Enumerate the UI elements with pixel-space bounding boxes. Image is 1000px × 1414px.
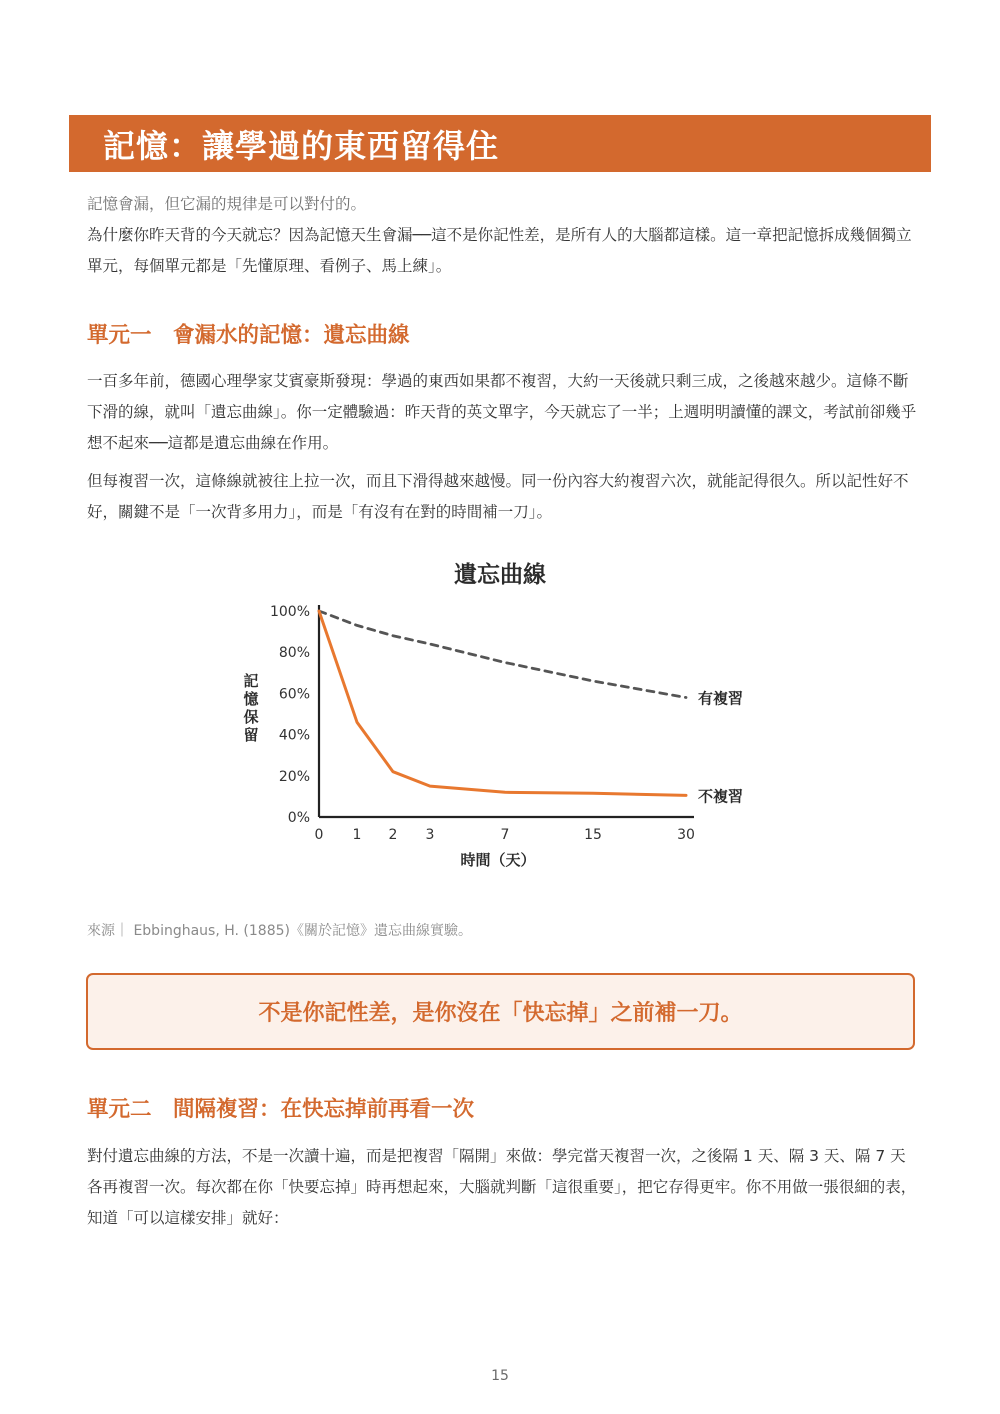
callout-text: 不是你記性差，是你沒在「快忘掉」之前補一刀。 — [258, 1001, 743, 1026]
y-axis-label-char: 保 — [243, 708, 259, 726]
page-number: 15 — [491, 1368, 509, 1384]
x-tick-label: 15 — [584, 827, 602, 843]
chart-svg — [236, 550, 766, 880]
chart-title: 遺忘曲線 — [454, 562, 546, 588]
chapter-title: 記憶：讓學過的東西留得住 — [103, 126, 500, 165]
y-tick-label: 40% — [278, 727, 310, 744]
unit1-paragraph-2: 但每複習一次，這條線就被往上拉一次，而且下滑得越來越慢。同一份內容大約複習六次，就能記得很久。所以記性好不好，關鍵不是「一次背多用力」，而是「有沒有在對的時間補一刀」。 — [87, 472, 909, 521]
y-axis-label-char: 記 — [243, 672, 259, 690]
forgetting-curve-chart — [236, 550, 766, 880]
y-tick-label: 100% — [269, 604, 310, 620]
y-tick-label: 80% — [278, 645, 310, 662]
unit1-heading: 單元一 會漏水的記憶：遺忘曲線 — [87, 323, 410, 348]
x-tick-label: 3 — [425, 827, 435, 843]
y-tick-label: 0% — [287, 810, 310, 826]
series-line-1 — [319, 611, 686, 698]
unit1-paragraph-1: 一百多年前，德國心理學家艾賓豪斯發現：學過的東西如果都不複習，大約一天後就只剩三成，之後越來越少。這條不斷下滑的線，就叫「遺忘曲線」。你一定體驗過：昨天背的英文單字，今天就忘了一半；上週明明讀懂的課文，考試前卻幾乎想不起來──這都是遺忘曲線在作用。 — [87, 372, 917, 452]
y-axis-label-char: 憶 — [243, 690, 259, 708]
y-tick-label: 20% — [278, 768, 310, 785]
unit2-paragraph-1: 對付遺忘曲線的方法，不是一次讀十遍，而是把複習「隔開」來做：學完當天複習一次，之後隔 1 天、隔 3 天、隔 7 天各再複習一次。每次都在你「快要忘掉」時再想起來，大腦就判斷「這很重要」，把它存得更牢。你不用做一張很細的表，知道「可以這樣安排」就好： — [87, 1147, 917, 1227]
x-tick-label: 2 — [388, 827, 398, 843]
series-line-2 — [319, 611, 686, 795]
x-tick-label: 7 — [500, 827, 510, 843]
y-axis-label-char: 留 — [243, 726, 259, 744]
chapter-title-bar — [69, 115, 931, 172]
source-citation: 來源｜ Ebbinghaus, H. (1885)《關於記憶》遺忘曲線實驗。 — [87, 923, 472, 939]
x-tick-label: 1 — [352, 827, 362, 843]
x-tick-label: 30 — [677, 827, 695, 843]
x-axis-label: 時間（天） — [460, 851, 536, 869]
series-label-2: 不複習 — [698, 787, 744, 806]
unit2-heading: 單元二 間隔複習：在快忘掉前再看一次 — [87, 1097, 475, 1122]
intro-paragraph: 為什麼你昨天背的今天就忘？因為記憶天生會漏──這不是你記性差，是所有人的大腦都這樣。這一章把記憶拆成幾個獨立單元，每個單元都是「先懂原理、看例子、馬上練」。 — [87, 226, 912, 275]
x-tick-label: 0 — [314, 827, 324, 843]
y-tick-label: 60% — [278, 686, 310, 703]
key-takeaway-callout — [86, 973, 915, 1050]
series-label-1: 有複習 — [698, 689, 744, 708]
intro-subtitle: 記憶會漏，但它漏的規律是可以對付的。 — [87, 195, 367, 213]
